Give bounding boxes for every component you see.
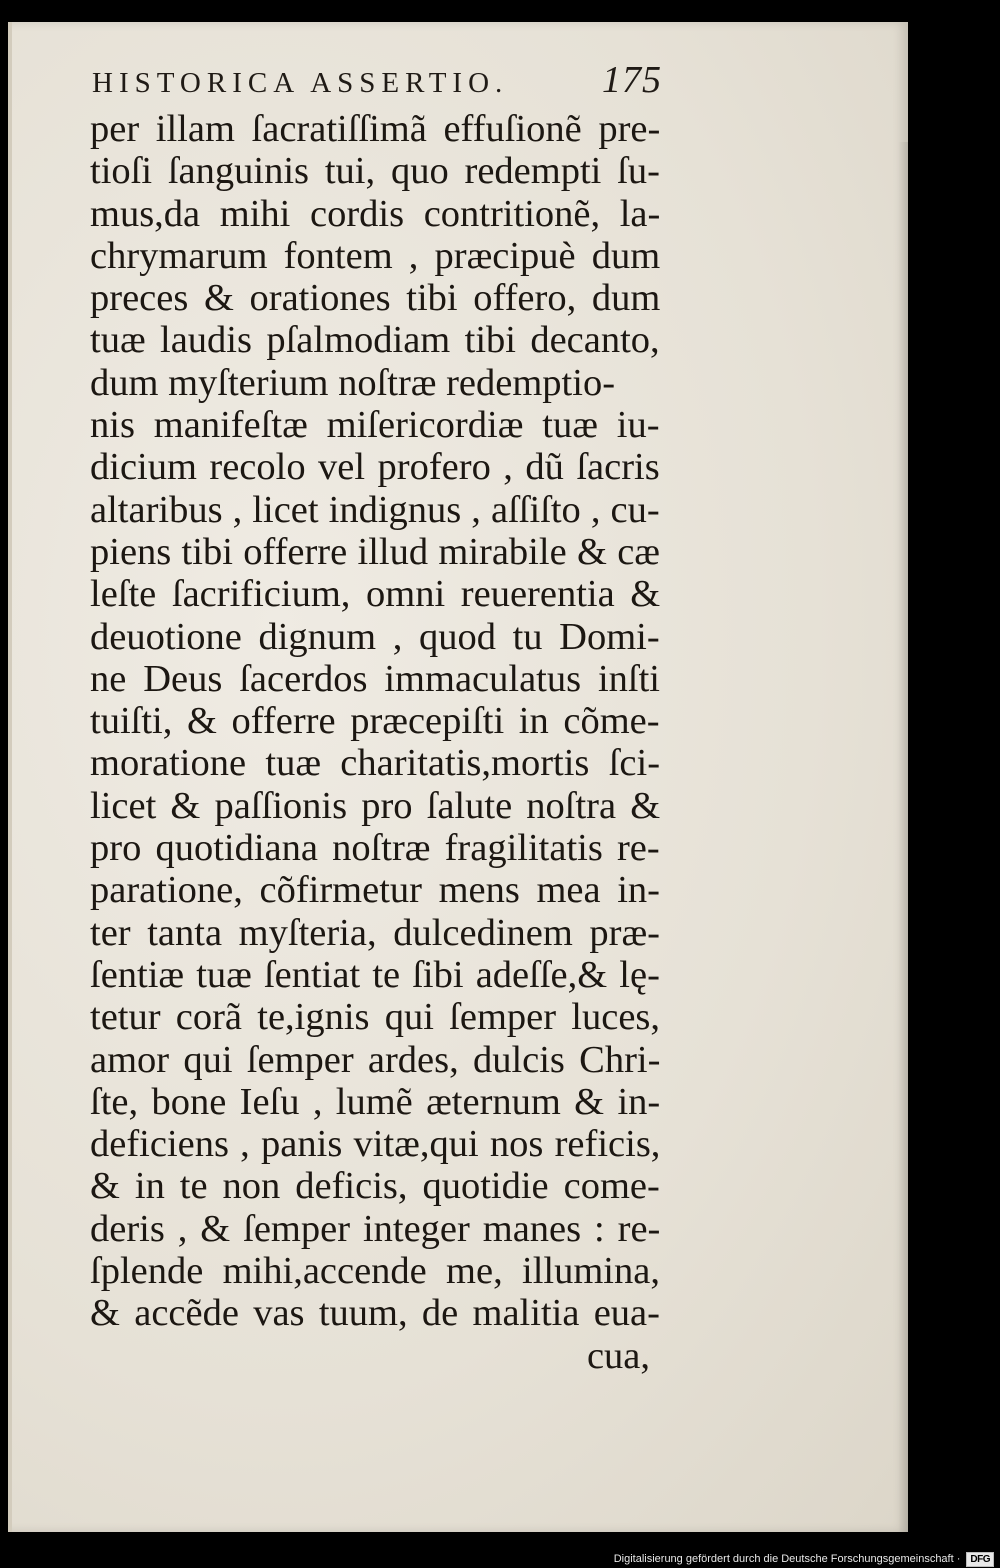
text-line: ſentiæ tuæ ſentiat te ſibi adeſſe,& lę- [90,953,660,996]
text-line: leſte ſacrificium, omni reuerentia & [90,573,661,616]
body-text [90,108,660,1377]
page-edge [8,22,12,1532]
text-line: amor qui ſemper ardes, dulcis Chri- [90,1038,661,1081]
text-line: piens tibi offerre illud mirabile & cæ [90,530,660,573]
page-number: 175 [602,59,662,101]
text-line: tetur corã te,ignis qui ſemper luces, [90,996,661,1039]
text-line: pro quotidiana noſtræ fragilitatis re- [90,827,660,870]
text-line: dicium recolo vel profero , dũ ſacris [90,446,660,489]
text-line: chrymarum fontem , præcipuè dum [90,234,661,277]
text-line: moratione tuæ charitatis,mortis ſci- [90,742,661,785]
text-line: ne Deus ſacerdos immaculatus inſti [90,657,660,700]
page-header [92,58,662,102]
text-line: & accẽde vas tuum, de malitia eua- [90,1292,660,1335]
text-line: nis manifeſtæ miſericordiæ tuæ iu- [90,404,660,447]
text-line: tuæ laudis pſalmodiam tibi decanto, [90,319,660,362]
text-line: altaribus , licet indignus , aſſiſto , cu- [90,488,660,531]
dfg-logo: DFG [966,1552,994,1567]
text-line: tuiſti, & offerre præcepiſti in cõme- [90,700,660,743]
text-line: mus,da mihi cordis contritionẽ, la- [90,192,661,235]
catchword: cua, [586,1334,650,1377]
text-line: deuotione dignum , quod tu Domi- [90,615,660,658]
text-line: per illam ſacratiſſimã effuſionẽ pre- [90,108,661,150]
gutter-shadow [898,142,908,1532]
text-line: & in te non deficis, quotidie come- [90,1165,660,1208]
text-line: deris , & ſemper integer manes : re- [90,1207,661,1250]
text-line: licet & paſſionis pro ſalute noſtra & [90,784,661,827]
text-line: paratione, cõfirmetur mens mea in- [90,869,660,912]
text-line: deficiens , panis vitæ,qui nos reficis, [90,1123,661,1166]
funding-credit: Digitalisierung gefördert durch die Deutsche Forschungsgemeinschaft · [613,1553,961,1565]
text-line: ſplende mihi,accende me, illumina, [90,1250,660,1293]
text-line: dum myſterium noſtræ redemptio- [90,361,616,404]
running-title: HISTORICA ASSERTIO. [92,67,509,99]
text-line: ſte, bone Ieſu , lumẽ æternum & in- [90,1080,661,1123]
text-line: ter tanta myſteria, dulcedinem præ- [90,911,661,954]
text-line: tioſi ſanguinis tui, quo redempti ſu- [90,150,660,193]
text-line: preces & orationes tibi offero, dum [90,277,661,320]
digitization-footer [614,1550,1000,1568]
